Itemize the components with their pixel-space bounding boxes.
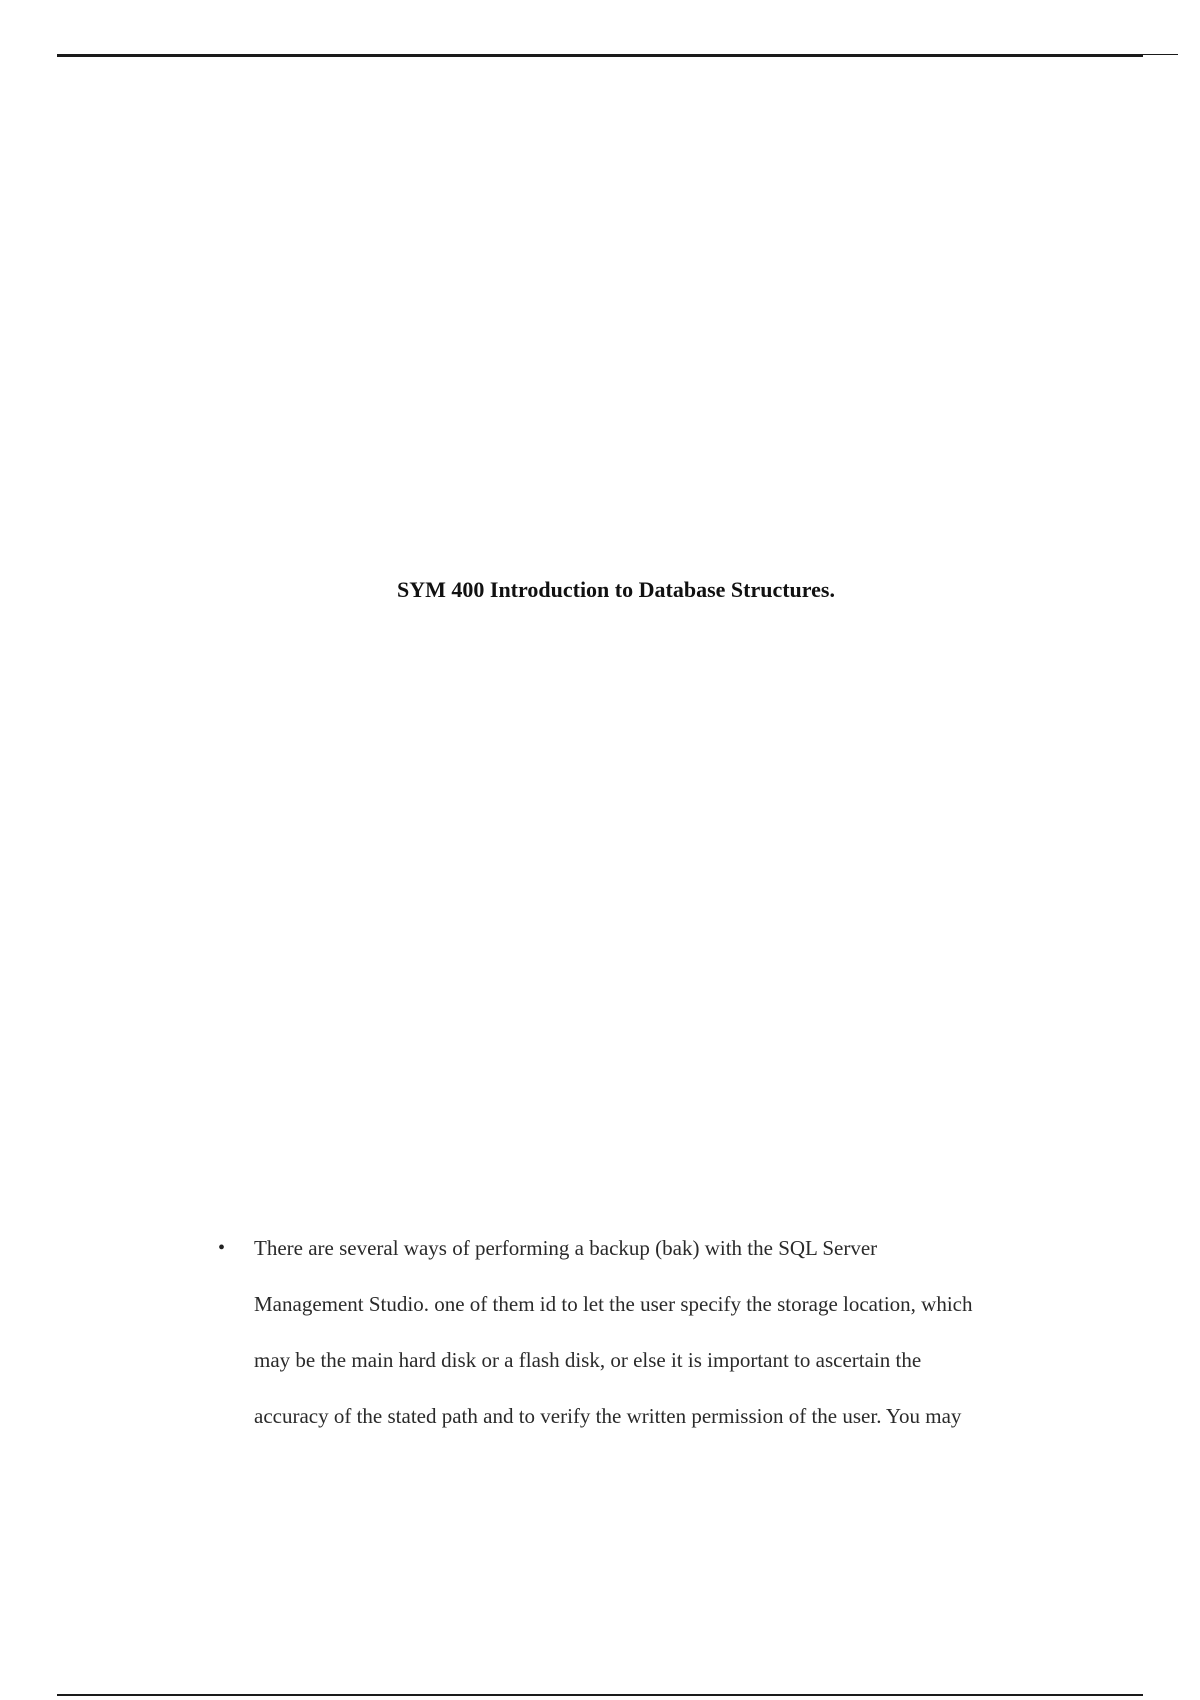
bullet-list bbox=[218, 1220, 1098, 1444]
header-rule-tail bbox=[1143, 54, 1178, 55]
paragraph-line: may be the main hard disk or a flash disk, or else it is important to ascertain the bbox=[254, 1348, 922, 1372]
list-item bbox=[218, 1220, 1098, 1444]
document-title: SYM 400 Introduction to Database Structures. bbox=[397, 577, 835, 602]
paragraph-line: accuracy of the stated path and to verify the written permission of the user. You may bbox=[254, 1404, 962, 1428]
bullet-icon: • bbox=[218, 1237, 226, 1259]
paragraph-line: There are several ways of performing a backup (bak) with the SQL Server bbox=[254, 1236, 878, 1260]
header-rule bbox=[57, 54, 1143, 57]
footer-rule bbox=[57, 1694, 1143, 1696]
paragraph-line: Management Studio. one of them id to let the user specify the storage location, which bbox=[254, 1292, 973, 1316]
